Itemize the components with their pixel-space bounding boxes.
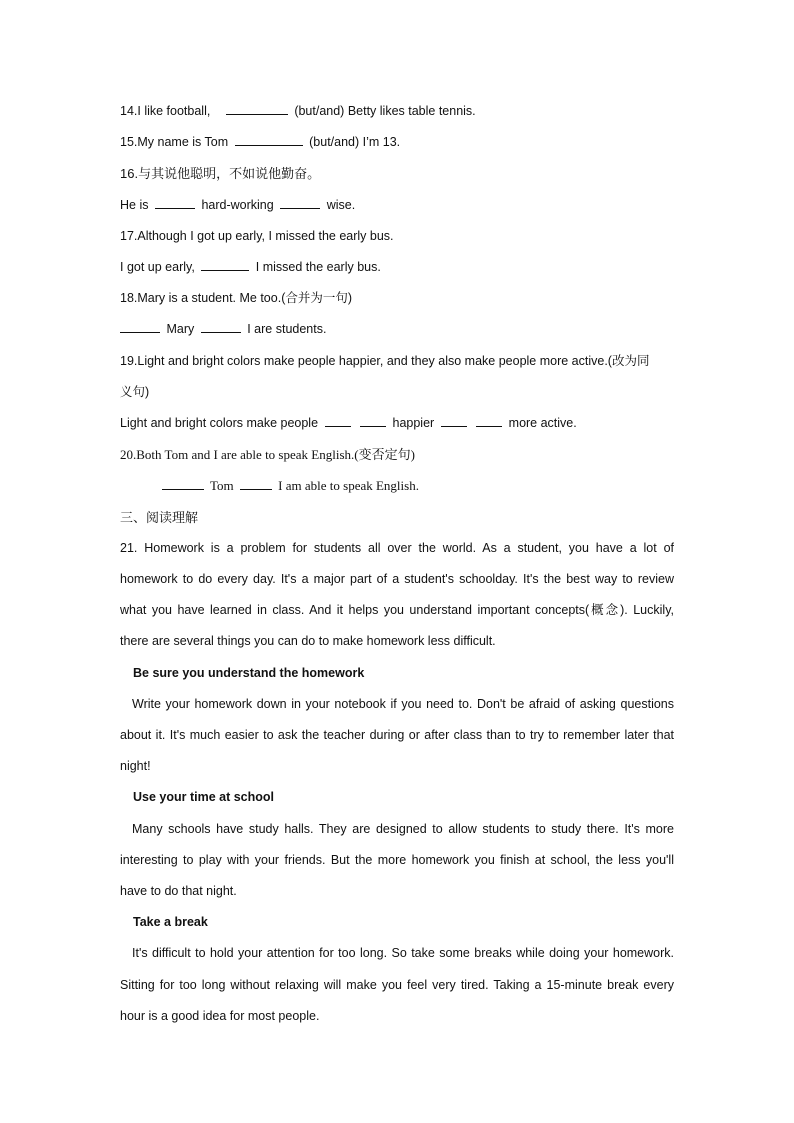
q19-blank-2[interactable] [360,414,386,427]
passage-intro: 21. Homework is a problem for students all over the world. As a student, you have a lot of homework to do every day. It's a major part of a student's schoolday. It's the best way to review what you have learned in class. And it helps you understand important concepts(概念). Luckily, there are several things you can do to make homework less difficult. [120,540,674,649]
question-20-answer [120,470,674,501]
q17-blank[interactable] [201,258,249,271]
q18-blank-2[interactable] [201,320,241,333]
passage-heading-1: Be sure you understand the homework [133,665,365,680]
q20-blank-1[interactable] [162,477,204,490]
question-17-title: 17.Although I got up early, I missed the early bus. [120,228,394,243]
q19-text-c: more active. [508,416,577,431]
question-18-answer [120,314,674,345]
q15-text-a: 15.My name is Tom [120,135,229,150]
passage-paragraph-2: Many schools have study halls. They are designed to allow students to study there. It's more interesting to play with your friends. But the more homework you finish at school, the less you'll have to do that night. [120,821,674,899]
q15-blank[interactable] [235,133,303,146]
q15-text-b: (but/and) I’m 13. [309,135,401,150]
question-14 [120,96,674,127]
q19-text-b: happier [392,416,435,431]
q14-text-b: (but/and) Betty likes table tennis. [294,104,476,118]
question-19-answer [120,408,674,439]
question-16-title: 16.与其说他聪明，不如说他勤奋。 [120,166,321,182]
question-16-answer [120,190,674,221]
document-page [120,96,674,1032]
q17-text-a: I got up early, [120,260,195,275]
q18-blank-1[interactable] [120,320,160,333]
q16-text-b: hard-working [201,197,274,212]
q19-blank-1[interactable] [325,414,351,427]
question-19-title-1: 19.Light and bright colors make people happier, and they also make people more active.(改为同 [120,353,650,368]
q16-text-c: wise. [326,197,356,212]
q20-blank-2[interactable] [240,477,272,490]
passage-paragraph-1: Write your homework down in your notebook if you need to. Don't be afraid of asking questions about it. It's much easier to ask the teacher during or after class than to try to remember later that night! [120,696,674,774]
q14-blank[interactable] [226,102,288,115]
q19-blank-4[interactable] [476,414,502,427]
passage-heading-2: Use your time at school [133,790,275,805]
q14-text-a: 14.I like football, [120,104,211,118]
question-19-title-2: 义句) [120,384,150,399]
q20-text-a: Tom [210,478,234,494]
question-17-answer [120,252,674,283]
q16-blank-1[interactable] [155,196,195,209]
q18-text-b: I are students. [247,322,327,337]
section-title: 三、阅读理解 [120,509,199,525]
q20-text-b: I am able to speak English. [278,478,419,494]
passage-heading-3: Take a break [133,915,208,930]
question-18-title: 18.Mary is a student. Me too.(合并为一句) [120,291,353,306]
q17-text-b: I missed the early bus. [255,260,381,275]
q16-blank-2[interactable] [280,196,320,209]
question-15 [120,127,674,158]
passage-paragraph-3: It's difficult to hold your attention for too long. So take some breaks while doing your homework. Sitting for too long without relaxing will make you feel very tired. Taking a 15-minute break every hour is a good idea for most people. [120,946,674,1023]
q19-text-a: Light and bright colors make people [120,416,319,431]
q16-text-a: He is [120,197,149,212]
q19-blank-3[interactable] [441,414,467,427]
question-20-title: 20.Both Tom and I are able to speak English.(变否定句) [120,447,415,463]
q18-text-a: Mary [166,322,195,337]
